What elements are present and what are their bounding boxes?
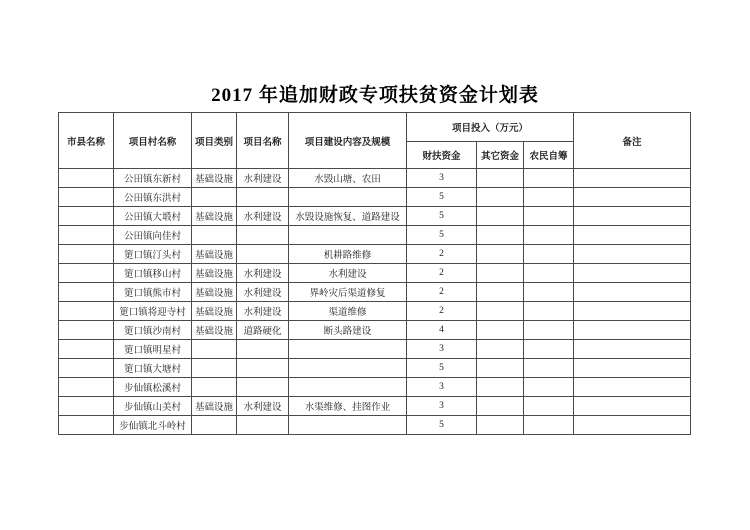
cell-city <box>59 245 114 264</box>
cell-fund-self <box>524 397 574 416</box>
header-city: 市县名称 <box>59 113 114 169</box>
cell-remark <box>574 302 691 321</box>
cell-remark <box>574 169 691 188</box>
cell-remark <box>574 245 691 264</box>
cell-village: 筻口镇将迎寺村 <box>114 302 192 321</box>
cell-project <box>237 340 289 359</box>
cell-fund-self <box>524 378 574 397</box>
cell-fund-poverty: 5 <box>407 207 477 226</box>
cell-category <box>192 359 237 378</box>
cell-fund-other <box>477 378 524 397</box>
cell-content: 断头路建设 <box>289 321 407 340</box>
cell-fund-other <box>477 169 524 188</box>
cell-content: 水利建设 <box>289 264 407 283</box>
table-row <box>59 207 691 226</box>
cell-fund-poverty: 5 <box>407 188 477 207</box>
cell-fund-self <box>524 321 574 340</box>
cell-fund-self <box>524 226 574 245</box>
cell-project: 水利建设 <box>237 302 289 321</box>
table-row <box>59 416 691 435</box>
cell-village: 步仙镇山美村 <box>114 397 192 416</box>
cell-city <box>59 264 114 283</box>
cell-village: 筻口镇明星村 <box>114 340 192 359</box>
header-fund-self: 农民自筹 <box>524 142 574 169</box>
cell-fund-other <box>477 302 524 321</box>
cell-project <box>237 245 289 264</box>
cell-city <box>59 359 114 378</box>
cell-project: 水利建设 <box>237 397 289 416</box>
cell-fund-poverty: 2 <box>407 264 477 283</box>
cell-content: 渠道维修 <box>289 302 407 321</box>
page-title: 2017 年追加财政专项扶贫资金计划表 <box>211 85 539 106</box>
cell-city <box>59 378 114 397</box>
cell-village: 筻口镇汀头村 <box>114 245 192 264</box>
cell-fund-other <box>477 188 524 207</box>
cell-fund-poverty: 3 <box>407 378 477 397</box>
cell-fund-other <box>477 397 524 416</box>
cell-village: 筻口镇移山村 <box>114 264 192 283</box>
cell-fund-self <box>524 169 574 188</box>
cell-city <box>59 397 114 416</box>
fund-plan-table <box>58 112 691 435</box>
cell-project <box>237 378 289 397</box>
cell-category: 基础设施 <box>192 302 237 321</box>
cell-village: 公田镇东新村 <box>114 169 192 188</box>
cell-project <box>237 226 289 245</box>
cell-remark <box>574 359 691 378</box>
cell-category: 基础设施 <box>192 245 237 264</box>
table-row <box>59 245 691 264</box>
cell-fund-self <box>524 340 574 359</box>
cell-remark <box>574 264 691 283</box>
cell-project: 水利建设 <box>237 169 289 188</box>
header-row-top <box>59 113 691 142</box>
cell-city <box>59 207 114 226</box>
table-row <box>59 264 691 283</box>
cell-content <box>289 340 407 359</box>
table-row <box>59 226 691 245</box>
cell-content <box>289 188 407 207</box>
cell-category <box>192 188 237 207</box>
table-body <box>59 169 691 435</box>
header-investment-group: 项目投入（万元） <box>407 113 574 142</box>
cell-project: 水利建设 <box>237 283 289 302</box>
cell-fund-other <box>477 207 524 226</box>
cell-fund-poverty: 5 <box>407 416 477 435</box>
cell-project: 道路硬化 <box>237 321 289 340</box>
cell-content <box>289 378 407 397</box>
cell-fund-other <box>477 321 524 340</box>
cell-fund-poverty: 2 <box>407 283 477 302</box>
table-row <box>59 359 691 378</box>
cell-village: 筻口镇大塘村 <box>114 359 192 378</box>
cell-category <box>192 226 237 245</box>
cell-village: 公田镇向佳村 <box>114 226 192 245</box>
header-project: 项目名称 <box>237 113 289 169</box>
cell-content <box>289 416 407 435</box>
table-row <box>59 321 691 340</box>
cell-fund-self <box>524 283 574 302</box>
cell-remark <box>574 397 691 416</box>
table-row <box>59 169 691 188</box>
cell-project <box>237 416 289 435</box>
header-content: 项目建设内容及规模 <box>289 113 407 169</box>
cell-category: 基础设施 <box>192 264 237 283</box>
cell-fund-other <box>477 359 524 378</box>
cell-fund-poverty: 5 <box>407 359 477 378</box>
cell-category: 基础设施 <box>192 283 237 302</box>
cell-fund-other <box>477 264 524 283</box>
cell-remark <box>574 226 691 245</box>
cell-fund-other <box>477 283 524 302</box>
cell-city <box>59 169 114 188</box>
cell-city <box>59 321 114 340</box>
cell-remark <box>574 340 691 359</box>
cell-fund-poverty: 2 <box>407 302 477 321</box>
cell-fund-poverty: 2 <box>407 245 477 264</box>
cell-fund-poverty: 3 <box>407 340 477 359</box>
cell-village: 公田镇东洪村 <box>114 188 192 207</box>
cell-city <box>59 283 114 302</box>
cell-project <box>237 188 289 207</box>
cell-category: 基础设施 <box>192 321 237 340</box>
cell-fund-poverty: 3 <box>407 397 477 416</box>
header-village: 项目村名称 <box>114 113 192 169</box>
cell-content <box>289 226 407 245</box>
cell-village: 筻口镇熊市村 <box>114 283 192 302</box>
cell-content: 水毁山塘、农田 <box>289 169 407 188</box>
table-row <box>59 302 691 321</box>
table-header <box>59 113 691 169</box>
cell-village: 步仙镇松溪村 <box>114 378 192 397</box>
cell-fund-self <box>524 264 574 283</box>
table-row <box>59 397 691 416</box>
header-fund-poverty: 财扶资金 <box>407 142 477 169</box>
cell-fund-poverty: 5 <box>407 226 477 245</box>
header-category: 项目类别 <box>192 113 237 169</box>
cell-fund-poverty: 3 <box>407 169 477 188</box>
cell-fund-self <box>524 245 574 264</box>
table-row <box>59 340 691 359</box>
cell-village: 步仙镇北斗岭村 <box>114 416 192 435</box>
cell-fund-other <box>477 226 524 245</box>
cell-fund-self <box>524 302 574 321</box>
cell-remark <box>574 188 691 207</box>
cell-fund-self <box>524 207 574 226</box>
cell-category: 基础设施 <box>192 397 237 416</box>
cell-city <box>59 188 114 207</box>
cell-content: 水渠维修、挂图作业 <box>289 397 407 416</box>
cell-remark <box>574 321 691 340</box>
cell-category: 基础设施 <box>192 207 237 226</box>
cell-content: 机耕路维修 <box>289 245 407 264</box>
cell-remark <box>574 378 691 397</box>
cell-content <box>289 359 407 378</box>
cell-city <box>59 340 114 359</box>
cell-fund-poverty: 4 <box>407 321 477 340</box>
cell-village: 筻口镇沙南村 <box>114 321 192 340</box>
table-row <box>59 188 691 207</box>
cell-fund-other <box>477 340 524 359</box>
cell-remark <box>574 416 691 435</box>
cell-content: 水毁设施恢复、道路建设 <box>289 207 407 226</box>
header-remark: 备注 <box>574 113 691 169</box>
cell-fund-self <box>524 359 574 378</box>
cell-category <box>192 416 237 435</box>
cell-remark <box>574 207 691 226</box>
cell-project <box>237 359 289 378</box>
cell-fund-self <box>524 188 574 207</box>
cell-city <box>59 416 114 435</box>
cell-category <box>192 340 237 359</box>
cell-category <box>192 378 237 397</box>
cell-fund-self <box>524 416 574 435</box>
cell-village: 公田镇大塅村 <box>114 207 192 226</box>
cell-project: 水利建设 <box>237 207 289 226</box>
cell-fund-other <box>477 245 524 264</box>
cell-city <box>59 226 114 245</box>
cell-category: 基础设施 <box>192 169 237 188</box>
cell-fund-other <box>477 416 524 435</box>
cell-remark <box>574 283 691 302</box>
table-row <box>59 283 691 302</box>
cell-city <box>59 302 114 321</box>
table-row <box>59 378 691 397</box>
cell-content: 界岭灾后渠道修复 <box>289 283 407 302</box>
cell-project: 水利建设 <box>237 264 289 283</box>
header-fund-other: 其它资金 <box>477 142 524 169</box>
